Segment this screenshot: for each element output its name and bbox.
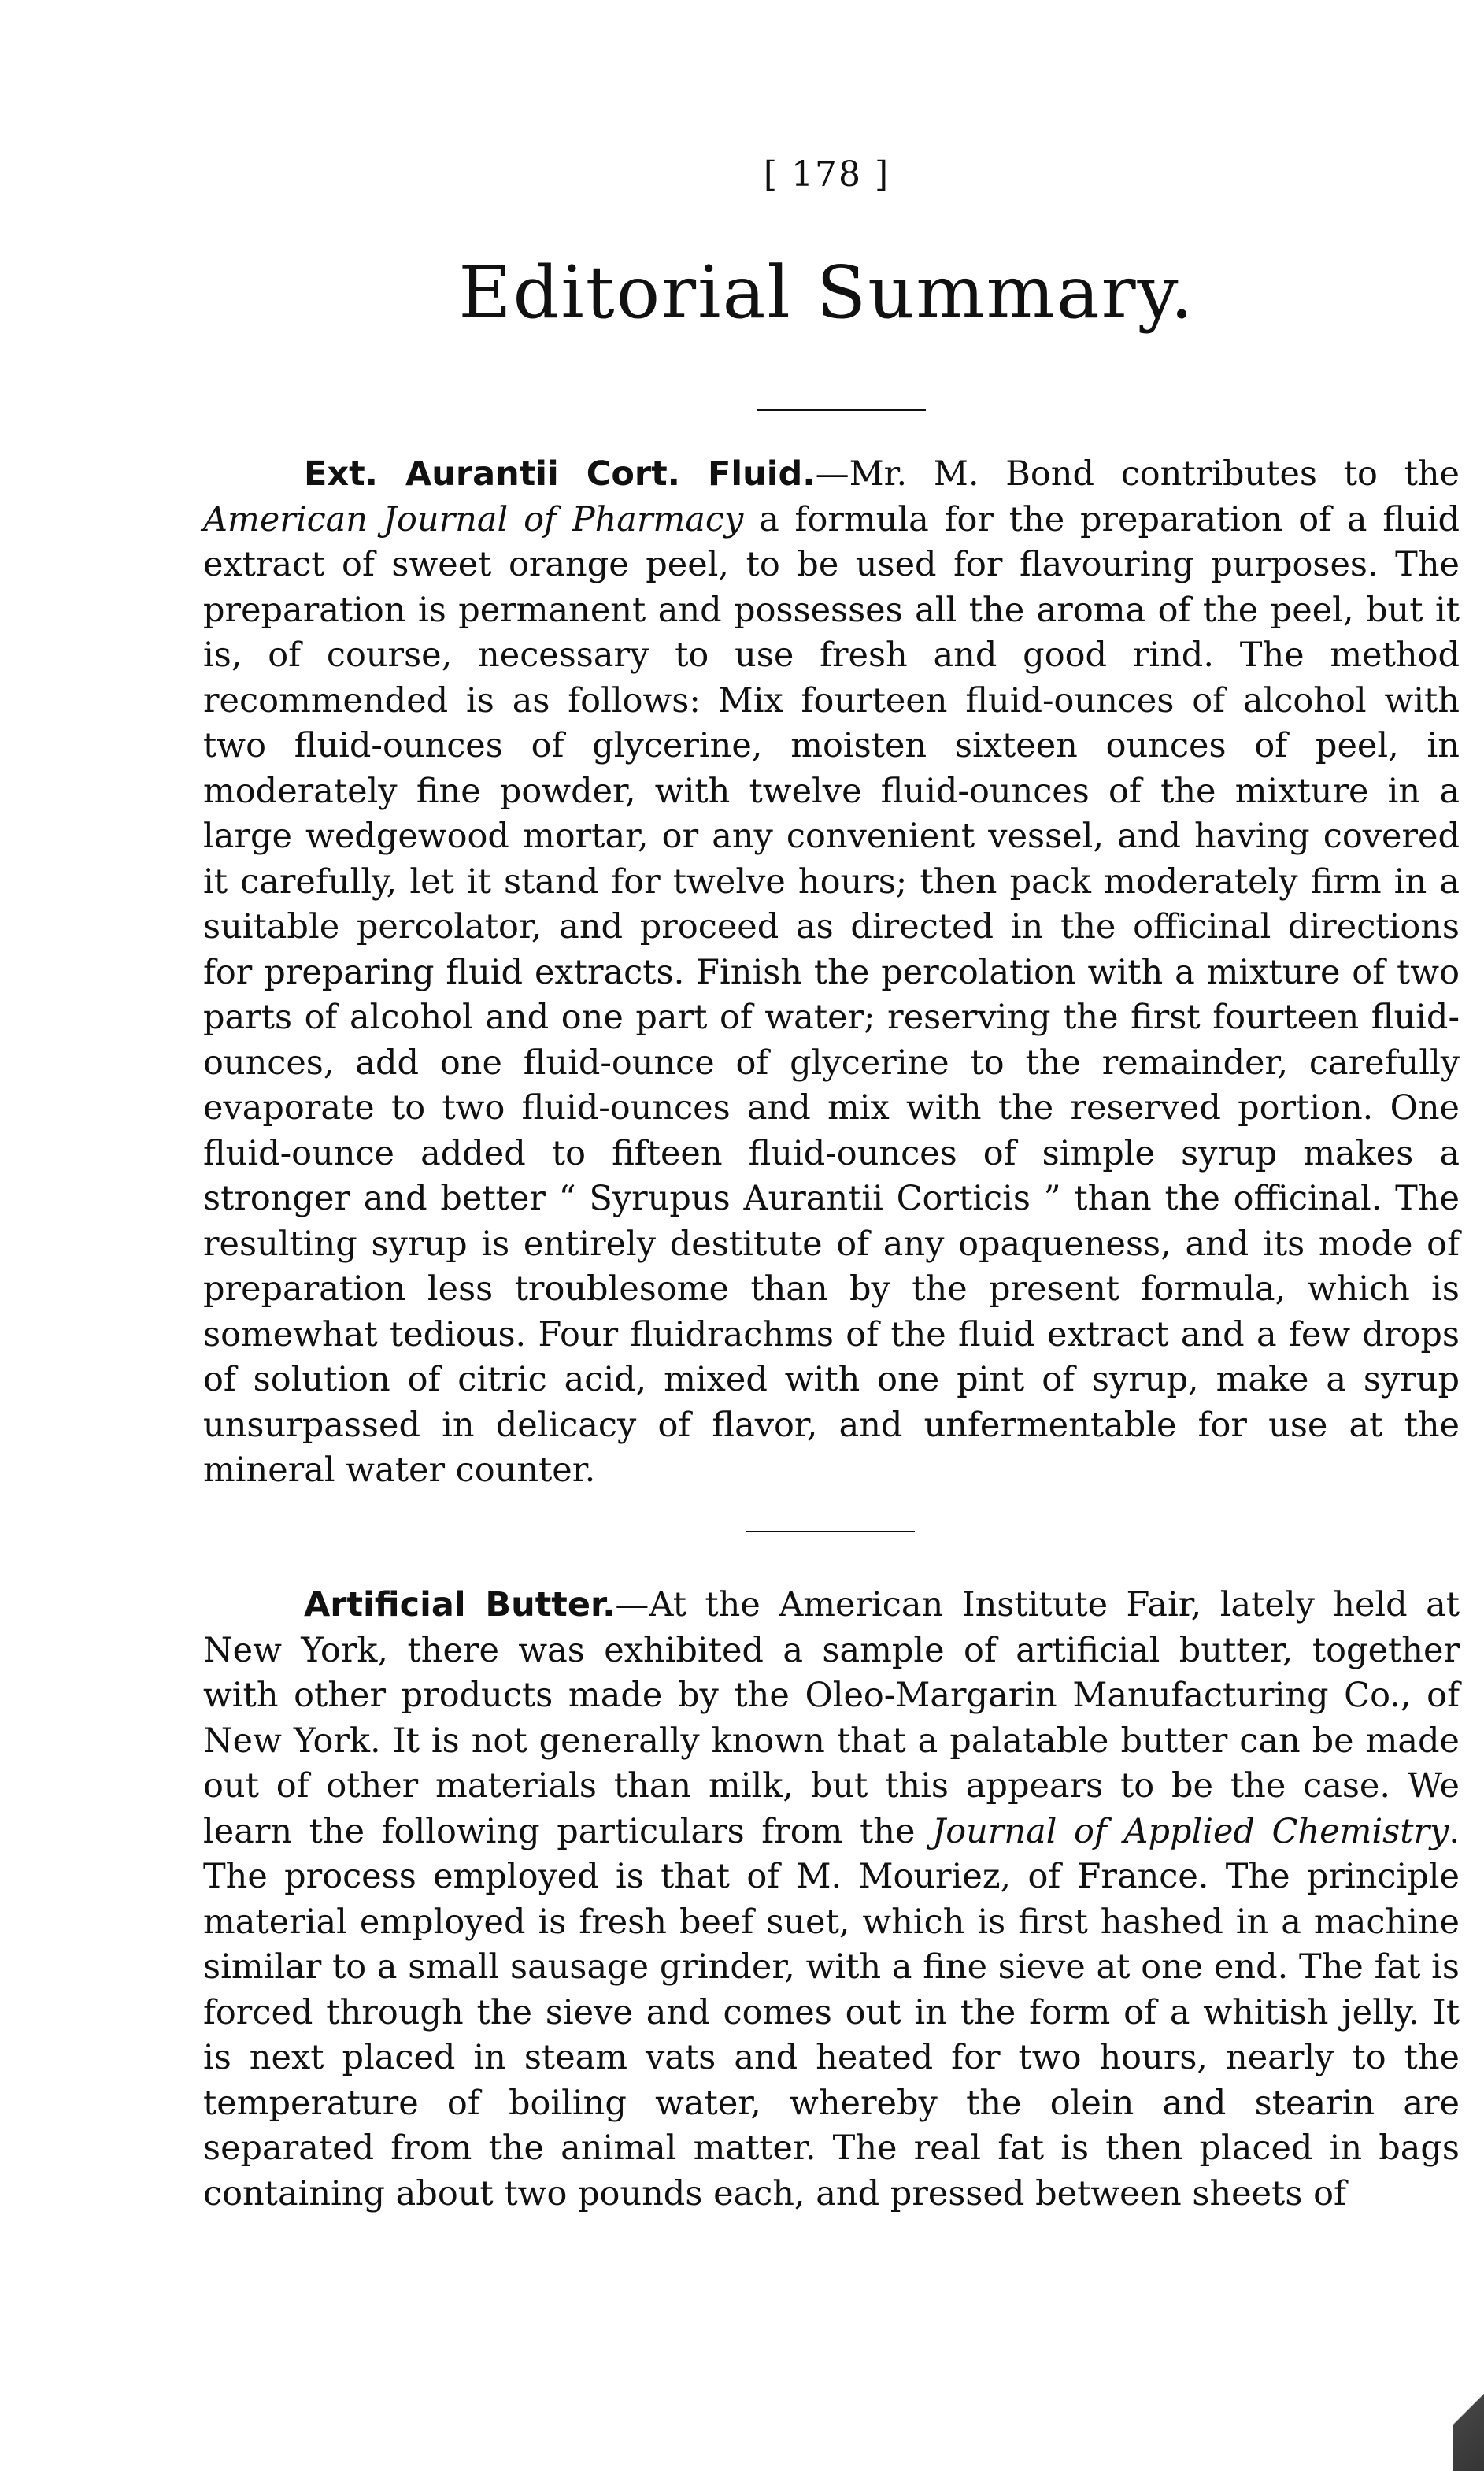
article-text: —Mr. M. Bond contributes to the (815, 454, 1460, 494)
journal-title: American Journal of Pharmacy (203, 499, 744, 539)
article-artificial-butter (203, 1583, 1460, 2217)
page-number: [ 178 ] (763, 154, 890, 194)
article-paragraph (203, 1583, 1460, 2217)
article-heading: Ext. Aurantii Cort. Fluid. (304, 454, 816, 494)
journal-title: Journal of Applied Chemistry (932, 1811, 1449, 1851)
article-text: a formula for the preparation of a fluid extract of sweet orange peel, to be used for flavouring purposes. The preparation is permanent and possesses all the aroma of the peel, but it is, of course, necessary to use fresh and good rind. The method recommended is as follows: Mix fourteen fluid-ounces of alcohol with two fluid-ounces of glycerine, moisten sixteen ounces of peel, in moderately fine powder, with twelve fluid-ounces of the mixture in a large wedgewood mortar, or any convenient vessel, and having covered it carefully, let it stand for twelve hours; then pack moderately firm in a suitable percolator, and proceed as directed in the officinal directions for preparing fluid extracts. Finish the percolation with a mixture of two parts of alcohol and one part of water; reserving the first fourteen fluid-ounces, add one fluid-ounce of glycerine to the remainder, carefully evaporate to two fluid-ounces and mix with the reserved portion. One fluid-ounce added to fifteen fluid-ounces of simple syrup makes a stronger and better “ Syrupus Aurantii Corticis ” than the officinal. The resulting syrup is entirely destitute of any opaqueness, and its mode of preparation less troublesome than by the present formula, which is somewhat tedious. Four fluidrachms of the fluid extract and a few drops of solution of citric acid, mixed with one pint of syrup, make a syrup unsurpassed in delicacy of flavor, and unfermentable for use at the mineral water counter. (203, 499, 1460, 1490)
page-title: Editorial Summary. (458, 250, 1195, 335)
article-orange-peel-extract (203, 452, 1460, 1494)
section-rule (746, 1531, 915, 1532)
article-text: —At the American Institute Fair, lately held at New York, there was exhibited a sample of artificial butter, together with other products made by the Oleo-Margarin Manufacturing Co., of New York. It is not generally known that a palatable butter can be made out of other materials than milk, but this appears to be the case. We learn the following particulars from the (203, 1585, 1460, 1851)
page-edge-shadow (1453, 2361, 1484, 2471)
article-text: . The process employed is that of M. Mouriez, of France. The principle material employed is fresh beef suet, which is first hashed in a machine similar to a small sausage grinder, with a fine sieve at one end. The fat is forced through the sieve and comes out in the form of a whitish jelly. It is next placed in steam vats and heated for two hours, nearly to the temperature of boiling water, whereby the olein and stearin are separated from the animal matter. The real fat is then placed in bags containing about two pounds each, and pressed between sheets of (203, 1811, 1460, 2214)
article-paragraph (203, 452, 1460, 1494)
article-heading: Artificial Butter. (304, 1585, 616, 1624)
title-rule (757, 409, 926, 411)
